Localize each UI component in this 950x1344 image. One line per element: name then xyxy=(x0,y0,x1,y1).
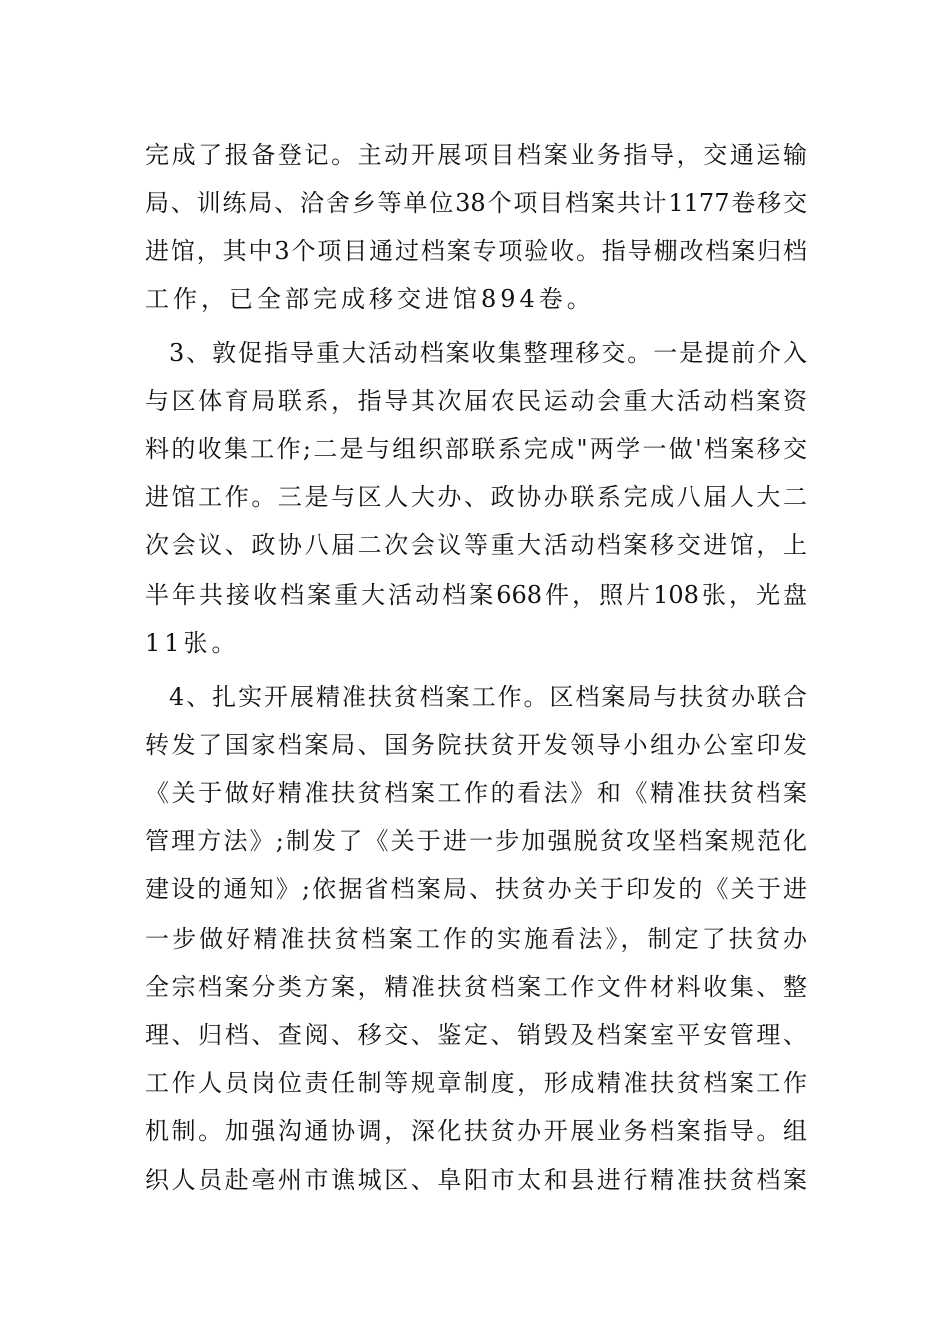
text-line: 《关于做好精准扶贫档案工作的看法》和《精准扶贫档案 xyxy=(145,779,807,807)
text-line: 完成了报备登记。主动开展项目档案业务指导，交通运输 xyxy=(145,141,807,169)
text-line: 全宗档案分类方案，精准扶贫档案工作文件材料收集、整 xyxy=(145,973,807,1001)
text-line: 建设的通知》;依据省档案局、扶贫办关于印发的《关于进 xyxy=(145,875,807,903)
text-line: 局、训练局、洽舍乡等单位38个项目档案共计1177卷移交 xyxy=(145,189,807,217)
text-line: 11张。 xyxy=(145,629,240,657)
text-line: 次会议、政协八届二次会议等重大活动档案移交进馆，上 xyxy=(145,531,807,559)
text-line: 理、归档、查阅、移交、鉴定、销毁及档案室平安管理、 xyxy=(145,1021,807,1049)
text-line: 织人员赴亳州市谯城区、阜阳市太和县进行精准扶贫档案 xyxy=(145,1166,807,1194)
text-line: 进馆工作。三是与区人大办、政协办联系完成八届人大二 xyxy=(145,483,807,511)
text-line: 4、扎实开展精准扶贫档案工作。区档案局与扶贫办联合 xyxy=(169,683,807,711)
text-line: 进馆，其中3个项目通过档案专项验收。指导棚改档案归档 xyxy=(145,237,807,265)
text-line: 机制。加强沟通协调，深化扶贫办开展业务档案指导。组 xyxy=(145,1117,807,1145)
text-line: 与区体育局联系，指导其次届农民运动会重大活动档案资 xyxy=(145,387,807,415)
text-line: 工作人员岗位责任制等规章制度，形成精准扶贫档案工作 xyxy=(145,1069,807,1097)
text-line: 半年共接收档案重大活动档案668件，照片108张，光盘 xyxy=(145,581,807,609)
text-line: 料的收集工作;二是与组织部联系完成"两学一做'档案移交 xyxy=(145,435,807,463)
text-line: 一步做好精准扶贫档案工作的实施看法》，制定了扶贫办 xyxy=(145,925,807,953)
text-line: 工作，已全部完成移交进馆894卷。 xyxy=(145,285,595,313)
text-line: 3、敦促指导重大活动档案收集整理移交。一是提前介入 xyxy=(169,339,807,367)
text-line: 转发了国家档案局、国务院扶贫开发领导小组办公室印发 xyxy=(145,731,807,759)
text-line: 管理方法》;制发了《关于进一步加强脱贫攻坚档案规范化 xyxy=(145,827,807,855)
